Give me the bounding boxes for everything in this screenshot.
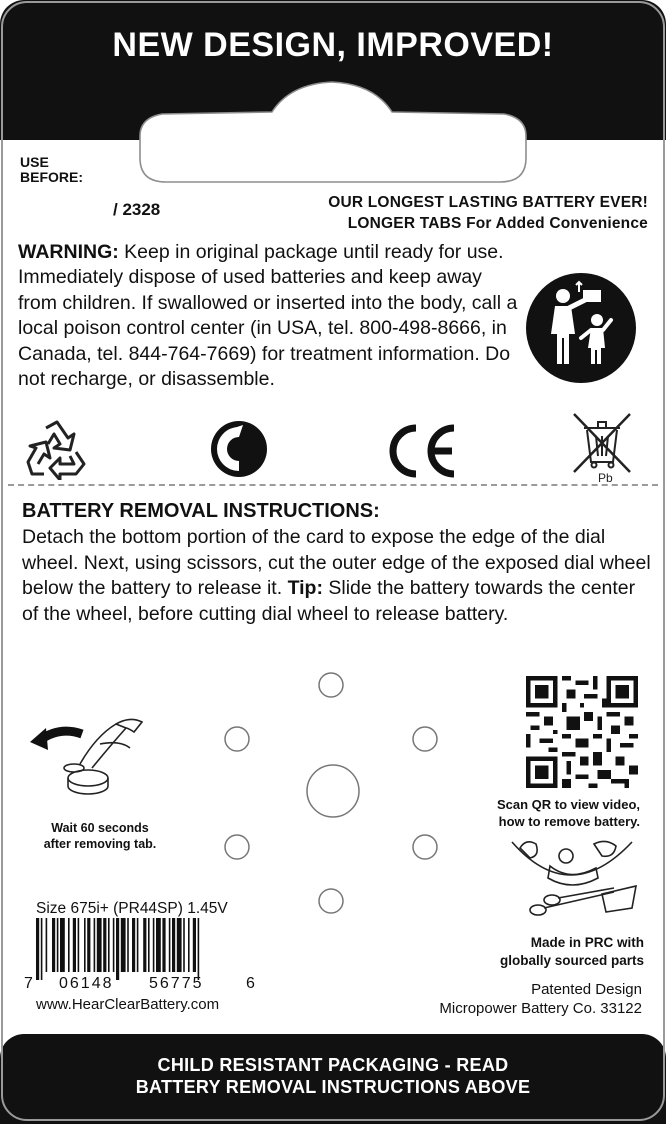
qr-note-line1: Scan QR to view video, xyxy=(496,797,640,812)
wait-note-line2: after removing tab. xyxy=(43,837,157,851)
tip-text: Slide the battery towards the center of the wheel, before cutting dial wheel to release battery. xyxy=(22,577,636,625)
header-title: NEW DESIGN, IMPROVED! xyxy=(112,26,554,64)
barcode-digit-lead: 7 xyxy=(24,975,33,992)
barcode-digit-check: 6 xyxy=(246,975,255,992)
barcode-digit-left: 06148 xyxy=(59,975,114,992)
warning-body: Keep in original package until ready for use. Immediately dispose of used batteries and keep away from children. If swallowed or inserted into the body, call a local poison control center (in USA, tel. 800-498-8666, in Canada, tel. 844-764-7669) for treatment information. Do not recharge, or disassemble. xyxy=(18,241,518,391)
tagline-line1: OUR LONGEST LASTING BATTERY EVER! xyxy=(328,194,648,211)
website-link[interactable]: www.HearClearBattery.com xyxy=(36,996,220,1013)
pb-label: Pb xyxy=(598,471,613,485)
tagline-line2: LONGER TABS For Added Convenience xyxy=(347,215,648,232)
footer-line2: BATTERY REMOVAL INSTRUCTIONS ABOVE xyxy=(135,1077,531,1097)
qr-note-line2: how to remove battery. xyxy=(498,814,640,829)
origin-line1: Made in PRC with xyxy=(530,935,644,950)
tip-label: Tip: xyxy=(287,577,323,599)
use-before-label: USE BEFORE: xyxy=(20,154,83,185)
wait-note-line1: Wait 60 seconds xyxy=(51,821,149,835)
origin-line2: globally sourced parts xyxy=(499,953,644,968)
patent-line1: Patented Design xyxy=(531,981,642,998)
card-outline xyxy=(1,1,665,1121)
product-size: Size 675i+ (PR44SP) 1.45V xyxy=(36,900,228,917)
barcode-digit-right: 56775 xyxy=(149,975,204,992)
footer-line1: CHILD RESISTANT PACKAGING - READ xyxy=(157,1055,509,1075)
expiry-date: / 2328 xyxy=(113,200,161,219)
removal-body-text: Detach the bottom portion of the card to expose the edge of the dial wheel. Next, using scissors, cut the outer edge of the exposed dial wheel below the battery to release it. xyxy=(22,526,651,599)
patent-line2: Micropower Battery Co. 33122 xyxy=(439,1000,642,1017)
removal-heading: BATTERY REMOVAL INSTRUCTIONS: xyxy=(22,500,380,522)
warning-label: WARNING: xyxy=(18,241,119,263)
